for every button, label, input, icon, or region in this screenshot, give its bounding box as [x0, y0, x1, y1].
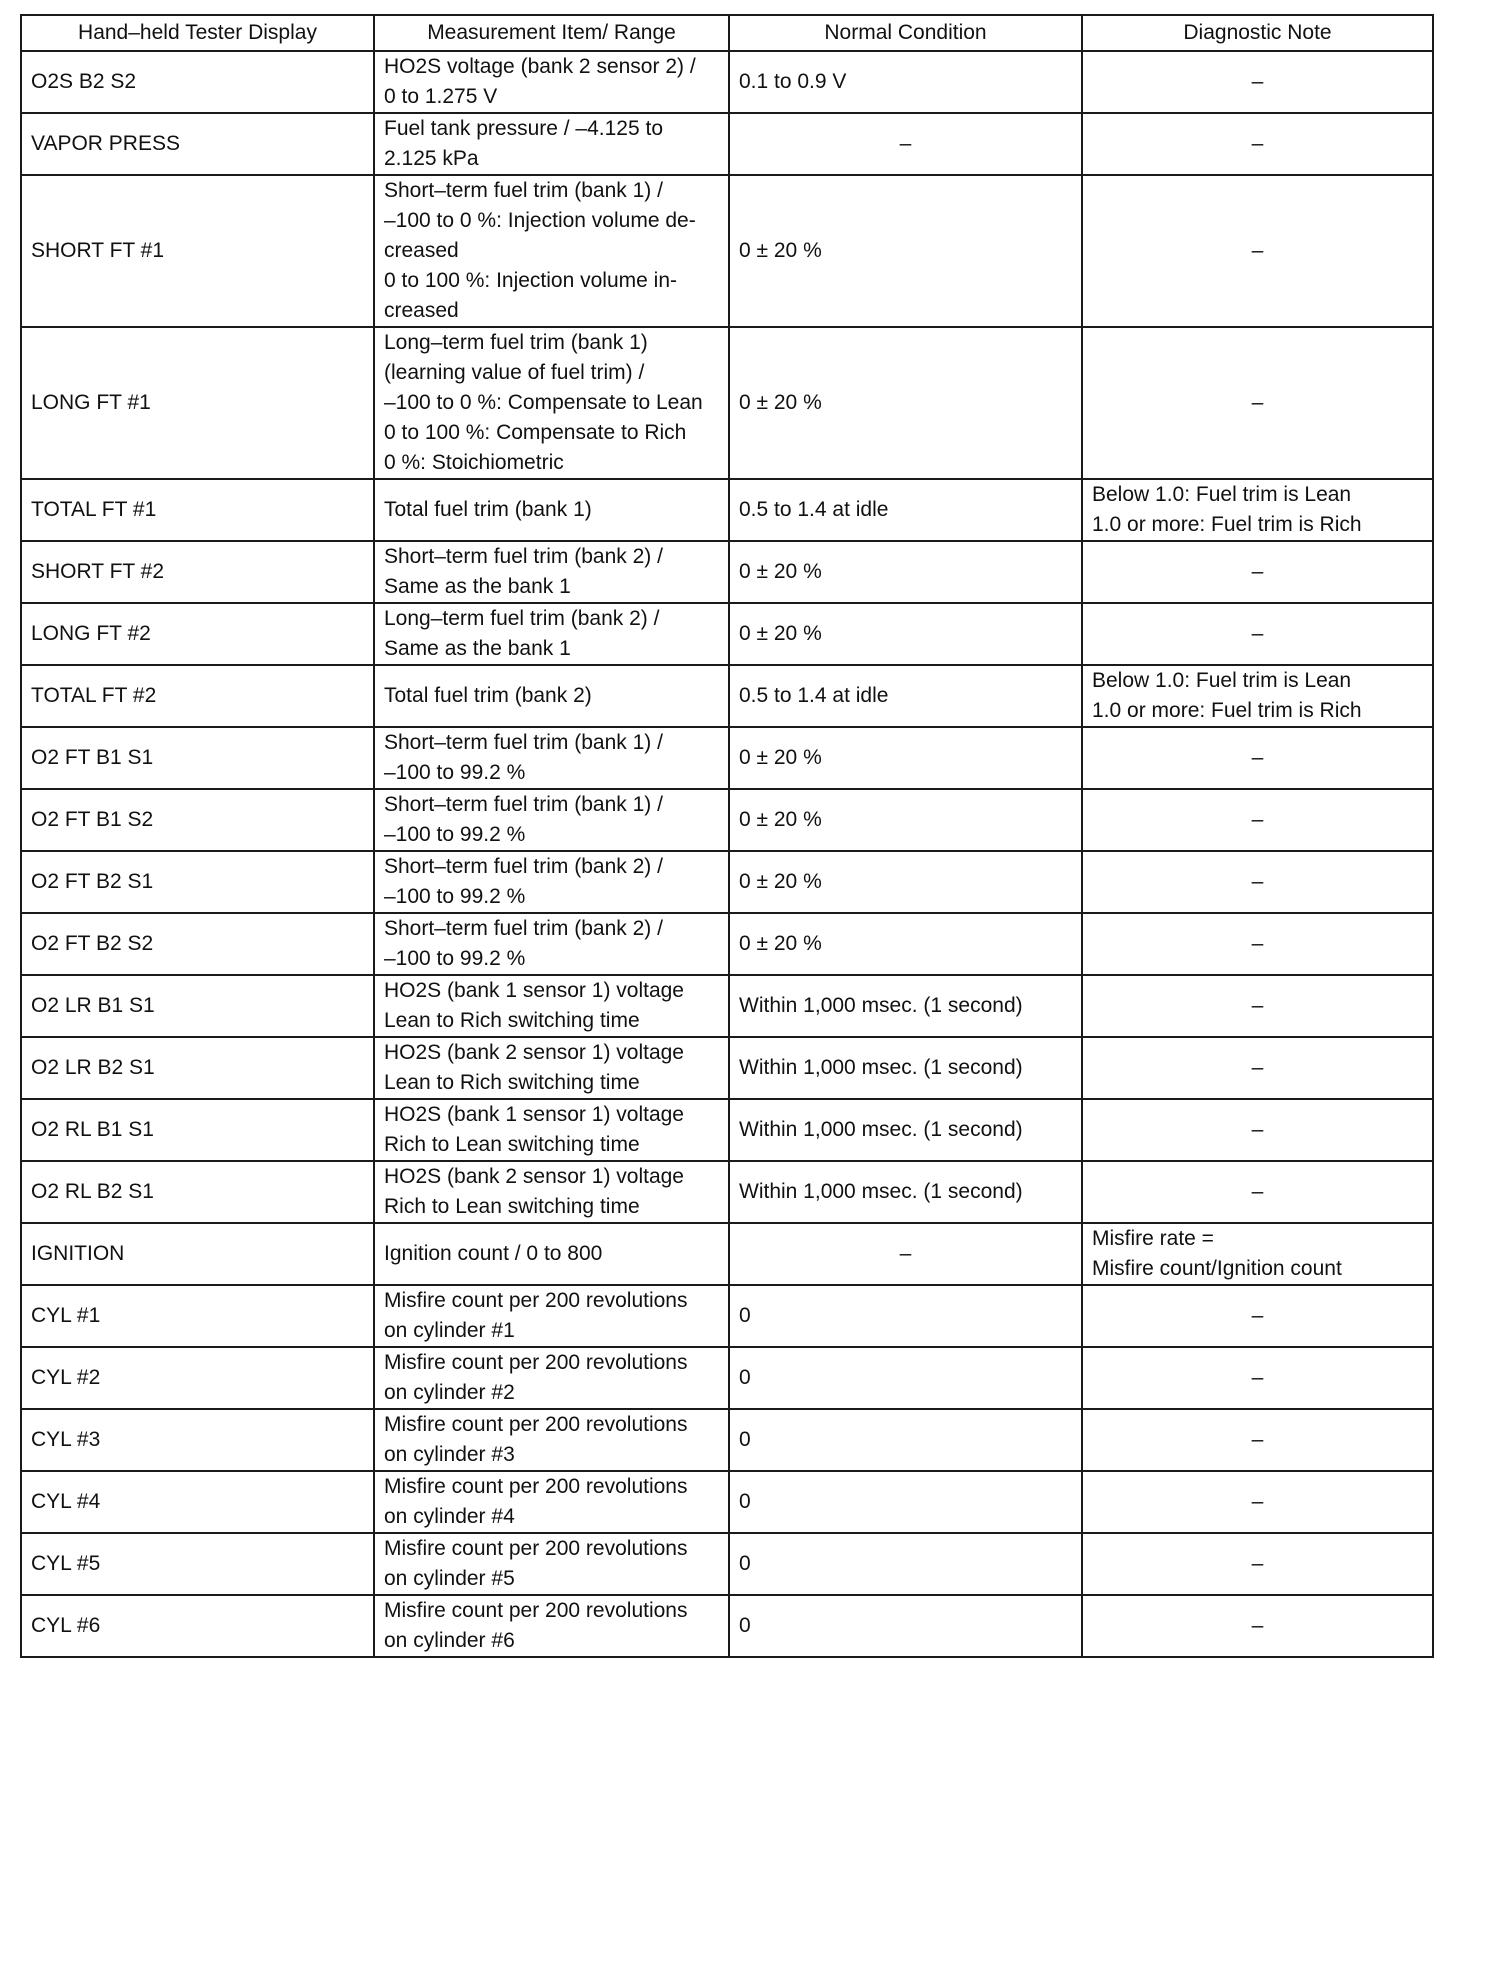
column-header-normal-condition: Normal Condition	[729, 15, 1082, 51]
cell-text-line: 0 ± 20 %	[739, 932, 822, 955]
cell-text-line: Misfire count per 200 revolutions	[384, 1537, 688, 1560]
cell-diagnostic-note	[1082, 1223, 1433, 1285]
cell-diagnostic-note	[1082, 603, 1433, 665]
cell-text-line: on cylinder #1	[384, 1319, 515, 1342]
table-row	[21, 327, 1433, 479]
cell-measurement-item	[374, 727, 729, 789]
cell-measurement-item	[374, 479, 729, 541]
cell-normal-condition	[729, 1595, 1082, 1657]
cell-diagnostic-note	[1082, 51, 1433, 113]
cell-diagnostic-note	[1082, 913, 1433, 975]
cell-measurement-item	[374, 975, 729, 1037]
cell-normal-condition	[729, 51, 1082, 113]
table-row	[21, 665, 1433, 727]
cell-tester-display: CYL #5	[21, 1533, 374, 1595]
table-row	[21, 113, 1433, 175]
table-row	[21, 1409, 1433, 1471]
cell-measurement-item	[374, 175, 729, 327]
cell-text-line: 0 %: Stoichiometric	[384, 451, 564, 474]
table-row	[21, 1285, 1433, 1347]
cell-tester-display: O2 RL B2 S1	[21, 1161, 374, 1223]
cell-measurement-item	[374, 1099, 729, 1161]
cell-text-line: Below 1.0: Fuel trim is Lean	[1092, 669, 1352, 692]
cell-text-line: Fuel tank pressure / –4.125 to	[384, 117, 663, 140]
cell-text-line: –	[1251, 560, 1264, 583]
cell-tester-display: VAPOR PRESS	[21, 113, 374, 175]
cell-measurement-item	[374, 1037, 729, 1099]
cell-tester-display: O2 FT B2 S2	[21, 913, 374, 975]
data-list-table	[20, 14, 1434, 1658]
cell-text-line: 0	[739, 1552, 751, 1575]
cell-text-line: Long–term fuel trim (bank 1)	[384, 331, 648, 354]
cell-normal-condition	[729, 1099, 1082, 1161]
table-row	[21, 975, 1433, 1037]
cell-tester-display: O2 LR B1 S1	[21, 975, 374, 1037]
cell-text-line: Below 1.0: Fuel trim is Lean	[1092, 483, 1352, 506]
cell-tester-display: TOTAL FT #1	[21, 479, 374, 541]
cell-measurement-item	[374, 51, 729, 113]
cell-measurement-item	[374, 913, 729, 975]
cell-text-line: –	[1251, 932, 1264, 955]
cell-normal-condition	[729, 603, 1082, 665]
cell-normal-condition	[729, 541, 1082, 603]
cell-text-line: Same as the bank 1	[384, 637, 571, 660]
cell-text-line: 0.1 to 0.9 V	[739, 70, 847, 93]
cell-text-line: –	[1251, 994, 1264, 1017]
cell-text-line: –100 to 0 %: Injection volume de-	[384, 209, 696, 232]
cell-diagnostic-note	[1082, 541, 1433, 603]
cell-text-line: 0.5 to 1.4 at idle	[739, 684, 889, 707]
cell-normal-condition	[729, 851, 1082, 913]
cell-tester-display: O2S B2 S2	[21, 51, 374, 113]
table-row	[21, 1533, 1433, 1595]
cell-diagnostic-note	[1082, 175, 1433, 327]
cell-diagnostic-note	[1082, 789, 1433, 851]
cell-tester-display: LONG FT #1	[21, 327, 374, 479]
cell-normal-condition	[729, 1285, 1082, 1347]
cell-diagnostic-note	[1082, 327, 1433, 479]
cell-diagnostic-note	[1082, 1595, 1433, 1657]
cell-text-line: on cylinder #4	[384, 1505, 515, 1528]
cell-text-line: Within 1,000 msec. (1 second)	[739, 1056, 1023, 1079]
cell-text-line: on cylinder #6	[384, 1629, 515, 1652]
table-body	[21, 51, 1433, 1657]
cell-text-line: Short–term fuel trim (bank 2) /	[384, 917, 663, 940]
table-row	[21, 175, 1433, 327]
cell-diagnostic-note	[1082, 1099, 1433, 1161]
cell-text-line: 0 ± 20 %	[739, 808, 822, 831]
cell-text-line: Ignition count / 0 to 800	[384, 1242, 603, 1265]
cell-text-line: Rich to Lean switching time	[384, 1133, 640, 1156]
table-row	[21, 1161, 1433, 1223]
cell-text-line: 0 ± 20 %	[739, 560, 822, 583]
cell-text-line: 0 ± 20 %	[739, 239, 822, 262]
cell-text-line: –	[1251, 70, 1264, 93]
cell-text-line: –	[1251, 1552, 1264, 1575]
cell-diagnostic-note	[1082, 1285, 1433, 1347]
cell-text-line: 0 ± 20 %	[739, 870, 822, 893]
cell-tester-display: CYL #6	[21, 1595, 374, 1657]
cell-text-line: creased	[384, 239, 459, 262]
cell-text-line: 0 to 100 %: Injection volume in-	[384, 269, 677, 292]
cell-measurement-item	[374, 541, 729, 603]
cell-text-line: –	[899, 132, 912, 155]
cell-normal-condition	[729, 789, 1082, 851]
cell-measurement-item	[374, 1409, 729, 1471]
table-row	[21, 1347, 1433, 1409]
cell-diagnostic-note	[1082, 1471, 1433, 1533]
cell-text-line: 0 to 1.275 V	[384, 85, 498, 108]
cell-text-line: Misfire count per 200 revolutions	[384, 1289, 688, 1312]
cell-tester-display: O2 FT B1 S1	[21, 727, 374, 789]
cell-normal-condition	[729, 1409, 1082, 1471]
cell-text-line: Misfire count/Ignition count	[1092, 1257, 1342, 1280]
cell-tester-display: SHORT FT #1	[21, 175, 374, 327]
cell-text-line: 0 ± 20 %	[739, 391, 822, 414]
table-header-row	[21, 15, 1433, 51]
cell-text-line: HO2S (bank 1 sensor 1) voltage	[384, 979, 684, 1002]
cell-text-line: Long–term fuel trim (bank 2) /	[384, 607, 660, 630]
cell-normal-condition	[729, 975, 1082, 1037]
cell-text-line: –	[1251, 391, 1264, 414]
cell-diagnostic-note	[1082, 1347, 1433, 1409]
cell-measurement-item	[374, 1595, 729, 1657]
cell-measurement-item	[374, 1533, 729, 1595]
column-header-tester-display: Hand–held Tester Display	[21, 15, 374, 51]
cell-text-line: Short–term fuel trim (bank 1) /	[384, 179, 663, 202]
table-row	[21, 603, 1433, 665]
cell-text-line: 0	[739, 1428, 751, 1451]
cell-measurement-item	[374, 1223, 729, 1285]
cell-text-line: Rich to Lean switching time	[384, 1195, 640, 1218]
cell-text-line: creased	[384, 299, 459, 322]
table-row	[21, 1099, 1433, 1161]
cell-text-line: –	[1251, 1490, 1264, 1513]
cell-diagnostic-note	[1082, 1533, 1433, 1595]
cell-text-line: HO2S (bank 2 sensor 1) voltage	[384, 1165, 684, 1188]
cell-text-line: –	[1251, 1428, 1264, 1451]
cell-text-line: 0 to 100 %: Compensate to Rich	[384, 421, 687, 444]
column-header-diagnostic-note: Diagnostic Note	[1082, 15, 1433, 51]
table-row	[21, 541, 1433, 603]
cell-diagnostic-note	[1082, 851, 1433, 913]
cell-text-line: –100 to 99.2 %	[384, 761, 526, 784]
cell-text-line: –	[1251, 746, 1264, 769]
cell-text-line: (learning value of fuel trim) /	[384, 361, 645, 384]
cell-normal-condition	[729, 913, 1082, 975]
cell-text-line: –	[1251, 1118, 1264, 1141]
cell-normal-condition	[729, 175, 1082, 327]
cell-tester-display: O2 FT B2 S1	[21, 851, 374, 913]
cell-text-line: Short–term fuel trim (bank 2) /	[384, 545, 663, 568]
cell-text-line: –100 to 0 %: Compensate to Lean	[384, 391, 703, 414]
cell-text-line: Within 1,000 msec. (1 second)	[739, 1180, 1023, 1203]
cell-text-line: –	[1251, 239, 1264, 262]
cell-tester-display: LONG FT #2	[21, 603, 374, 665]
cell-diagnostic-note	[1082, 665, 1433, 727]
cell-text-line: Same as the bank 1	[384, 575, 571, 598]
table-row	[21, 51, 1433, 113]
cell-normal-condition	[729, 1533, 1082, 1595]
cell-tester-display: O2 LR B2 S1	[21, 1037, 374, 1099]
cell-diagnostic-note	[1082, 1409, 1433, 1471]
cell-text-line: –	[1251, 1304, 1264, 1327]
cell-diagnostic-note	[1082, 1037, 1433, 1099]
cell-text-line: –100 to 99.2 %	[384, 823, 526, 846]
cell-text-line: Lean to Rich switching time	[384, 1071, 640, 1094]
cell-text-line: 0	[739, 1366, 751, 1389]
cell-text-line: –	[1251, 1366, 1264, 1389]
cell-normal-condition	[729, 727, 1082, 789]
cell-text-line: 0 ± 20 %	[739, 622, 822, 645]
cell-text-line: 0.5 to 1.4 at idle	[739, 498, 889, 521]
cell-tester-display: CYL #4	[21, 1471, 374, 1533]
cell-measurement-item	[374, 1285, 729, 1347]
cell-measurement-item	[374, 789, 729, 851]
cell-text-line: Total fuel trim (bank 1)	[384, 498, 592, 521]
cell-text-line: Short–term fuel trim (bank 2) /	[384, 855, 663, 878]
cell-text-line: –	[1251, 1614, 1264, 1637]
cell-text-line: Misfire count per 200 revolutions	[384, 1413, 688, 1436]
cell-diagnostic-note	[1082, 975, 1433, 1037]
cell-text-line: –	[1251, 1180, 1264, 1203]
cell-text-line: Misfire rate =	[1092, 1227, 1214, 1250]
cell-text-line: –100 to 99.2 %	[384, 885, 526, 908]
cell-measurement-item	[374, 851, 729, 913]
cell-text-line: –	[1251, 870, 1264, 893]
cell-text-line: Within 1,000 msec. (1 second)	[739, 1118, 1023, 1141]
cell-normal-condition	[729, 1223, 1082, 1285]
cell-tester-display: CYL #3	[21, 1409, 374, 1471]
cell-diagnostic-note	[1082, 727, 1433, 789]
cell-text-line: –	[899, 1242, 912, 1265]
cell-tester-display: CYL #1	[21, 1285, 374, 1347]
cell-normal-condition	[729, 327, 1082, 479]
cell-text-line: Short–term fuel trim (bank 1) /	[384, 731, 663, 754]
cell-text-line: 2.125 kPa	[384, 147, 479, 170]
cell-diagnostic-note	[1082, 1161, 1433, 1223]
cell-measurement-item	[374, 1471, 729, 1533]
table-row	[21, 789, 1433, 851]
cell-text-line: on cylinder #3	[384, 1443, 515, 1466]
cell-text-line: Total fuel trim (bank 2)	[384, 684, 592, 707]
column-header-measurement-item: Measurement Item/ Range	[374, 15, 729, 51]
cell-normal-condition	[729, 1037, 1082, 1099]
cell-measurement-item	[374, 665, 729, 727]
cell-text-line: Misfire count per 200 revolutions	[384, 1599, 688, 1622]
cell-text-line: HO2S (bank 2 sensor 1) voltage	[384, 1041, 684, 1064]
cell-text-line: –	[1251, 1056, 1264, 1079]
cell-text-line: 0 ± 20 %	[739, 746, 822, 769]
table-row	[21, 727, 1433, 789]
table-row	[21, 851, 1433, 913]
cell-measurement-item	[374, 113, 729, 175]
cell-measurement-item	[374, 603, 729, 665]
cell-diagnostic-note	[1082, 113, 1433, 175]
cell-tester-display: IGNITION	[21, 1223, 374, 1285]
cell-text-line: –	[1251, 132, 1264, 155]
table-row	[21, 1595, 1433, 1657]
cell-text-line: 1.0 or more: Fuel trim is Rich	[1092, 513, 1362, 536]
cell-text-line: 0	[739, 1614, 751, 1637]
cell-text-line: Misfire count per 200 revolutions	[384, 1475, 688, 1498]
cell-text-line: on cylinder #5	[384, 1567, 515, 1590]
table-row	[21, 1223, 1433, 1285]
cell-tester-display: O2 FT B1 S2	[21, 789, 374, 851]
cell-text-line: on cylinder #2	[384, 1381, 515, 1404]
table-row	[21, 1471, 1433, 1533]
cell-text-line: Within 1,000 msec. (1 second)	[739, 994, 1023, 1017]
cell-text-line: HO2S (bank 1 sensor 1) voltage	[384, 1103, 684, 1126]
cell-normal-condition	[729, 1161, 1082, 1223]
cell-text-line: –	[1251, 808, 1264, 831]
cell-tester-display: CYL #2	[21, 1347, 374, 1409]
cell-diagnostic-note	[1082, 479, 1433, 541]
cell-text-line: 0	[739, 1304, 751, 1327]
cell-text-line: Lean to Rich switching time	[384, 1009, 640, 1032]
table-row	[21, 1037, 1433, 1099]
cell-tester-display: O2 RL B1 S1	[21, 1099, 374, 1161]
cell-tester-display: TOTAL FT #2	[21, 665, 374, 727]
cell-measurement-item	[374, 327, 729, 479]
cell-text-line: 0	[739, 1490, 751, 1513]
cell-text-line: –	[1251, 622, 1264, 645]
cell-normal-condition	[729, 665, 1082, 727]
cell-normal-condition	[729, 1347, 1082, 1409]
cell-text-line: 1.0 or more: Fuel trim is Rich	[1092, 699, 1362, 722]
cell-normal-condition	[729, 1471, 1082, 1533]
cell-tester-display: SHORT FT #2	[21, 541, 374, 603]
cell-measurement-item	[374, 1347, 729, 1409]
table-row	[21, 913, 1433, 975]
table-row	[21, 479, 1433, 541]
cell-text-line: Misfire count per 200 revolutions	[384, 1351, 688, 1374]
cell-text-line: Short–term fuel trim (bank 1) /	[384, 793, 663, 816]
cell-text-line: HO2S voltage (bank 2 sensor 2) /	[384, 55, 696, 78]
cell-normal-condition	[729, 479, 1082, 541]
cell-normal-condition	[729, 113, 1082, 175]
cell-measurement-item	[374, 1161, 729, 1223]
cell-text-line: –100 to 99.2 %	[384, 947, 526, 970]
